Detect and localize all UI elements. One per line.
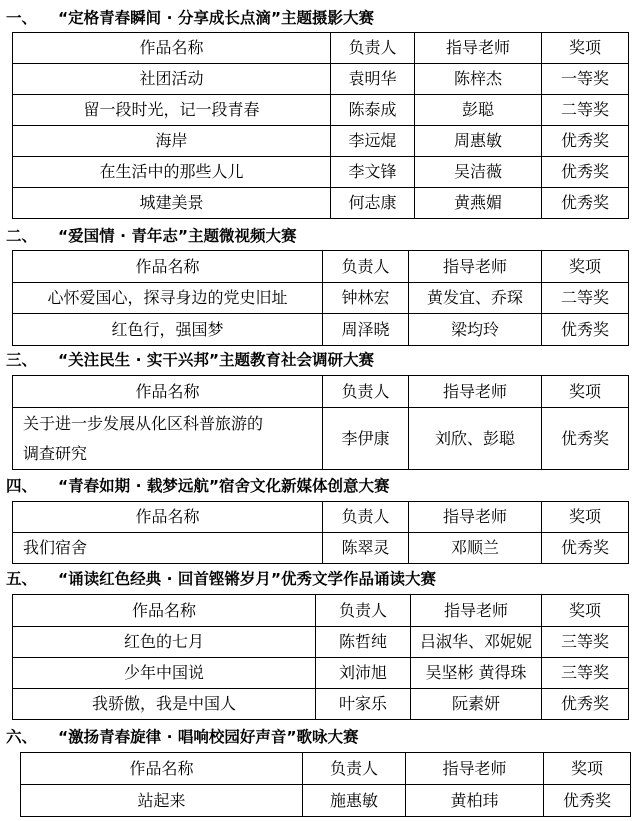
leader-name: 刘沛旭: [316, 658, 411, 689]
table-header-row: [21, 753, 631, 785]
leader-name: 袁明华: [331, 64, 415, 95]
work-name-line-1: 关于进一步发展从化区科普旅游的: [23, 413, 264, 433]
leader-name: 陈哲纯: [316, 627, 411, 658]
table-row: [13, 64, 629, 95]
section-4-table: [12, 501, 629, 564]
header-leader: 负责人: [323, 502, 409, 533]
header-work: 作品名称: [13, 595, 316, 627]
section-4-heading: [6, 472, 390, 500]
table-row: [13, 283, 629, 314]
award-level: 三等奖: [542, 658, 629, 689]
section-4-number: 四、: [6, 477, 38, 495]
leader-name: 施惠敏: [303, 785, 406, 817]
header-work: 作品名称: [13, 502, 323, 533]
header-award: 奖项: [542, 595, 629, 627]
work-name: 站起来: [21, 785, 303, 817]
teacher-name: 吴洁薇: [415, 157, 542, 188]
leader-name: 钟林宏: [323, 283, 409, 314]
leader-name: 李文锋: [331, 157, 415, 188]
teacher-name: 梁均玲: [409, 314, 542, 346]
table-row: [21, 785, 631, 817]
work-name: 我骄傲，我是中国人: [13, 689, 316, 720]
award-level: 优秀奖: [542, 314, 629, 346]
section-1-number: 一、: [6, 9, 38, 27]
work-name-line-2: 调查研究: [23, 443, 88, 463]
table-header-row: [13, 502, 629, 533]
header-leader: 负责人: [323, 251, 409, 283]
header-teacher: 指导老师: [411, 595, 542, 627]
work-name: 海岸: [13, 126, 331, 157]
table-row: [13, 157, 629, 188]
section-3-table: [12, 375, 629, 470]
work-name: 红色行，强国梦: [13, 314, 323, 346]
award-level: 一等奖: [542, 64, 629, 95]
header-award: 奖项: [542, 251, 629, 283]
work-name: 心怀爱国心，探寻身边的党史旧址: [13, 283, 323, 314]
header-teacher: 指导老师: [409, 251, 542, 283]
award-level: 三等奖: [542, 627, 629, 658]
award-level: 优秀奖: [544, 785, 631, 817]
header-teacher: 指导老师: [409, 502, 542, 533]
header-award: 奖项: [542, 33, 629, 64]
header-leader: 负责人: [316, 595, 411, 627]
section-6-number: 六、: [6, 728, 38, 746]
header-teacher: 指导老师: [406, 753, 544, 785]
section-5-table: [12, 594, 629, 720]
leader-name: 陈翠灵: [323, 533, 409, 564]
award-level: 优秀奖: [542, 408, 629, 470]
leader-name: 叶家乐: [316, 689, 411, 720]
award-level: 优秀奖: [542, 533, 629, 564]
award-level: 优秀奖: [542, 689, 629, 720]
teacher-name: 吴坚彬 黄得珠: [411, 658, 542, 689]
teacher-name: 周惠敏: [415, 126, 542, 157]
teacher-name: 邓顺兰: [409, 533, 542, 564]
work-name: 社团活动: [13, 64, 331, 95]
table-row: [13, 95, 629, 126]
teacher-name: 黄燕媚: [415, 188, 542, 219]
work-name: 在生活中的那些人儿: [13, 157, 331, 188]
table-row: [13, 188, 629, 219]
header-teacher: 指导老师: [409, 376, 542, 408]
header-work: 作品名称: [13, 33, 331, 64]
section-2-number: 二、: [6, 227, 38, 245]
section-5-heading: [6, 565, 436, 593]
header-award: 奖项: [542, 376, 629, 408]
section-4-title: “青春如期 · 载梦远航”宿舍文化新媒体创意大赛: [58, 477, 390, 495]
teacher-name: 吕淑华、邓妮妮: [411, 627, 542, 658]
award-level: 二等奖: [542, 283, 629, 314]
section-2-title: “爱国情 · 青年志”主题微视频大赛: [58, 227, 297, 245]
table-header-row: [13, 251, 629, 283]
teacher-name: 黄柏玮: [406, 785, 544, 817]
teacher-name: 刘欣、彭聪: [409, 408, 542, 470]
table-header-row: [13, 33, 629, 64]
section-3-heading: [6, 346, 374, 374]
table-row: [13, 533, 629, 564]
teacher-name: 黄发宜、乔琛: [409, 283, 542, 314]
header-leader: 负责人: [331, 33, 415, 64]
leader-name: 李伊康: [323, 408, 409, 470]
work-name: 我们宿舍: [13, 533, 323, 564]
table-header-row: [13, 376, 629, 408]
section-6-title: “激扬青春旋律 · 唱响校园好声音”歌咏大赛: [58, 728, 359, 746]
section-5-title: “诵读红色经典 · 回首铿锵岁月”优秀文学作品诵读大赛: [58, 570, 437, 588]
section-3-title: “关注民生 · 实干兴邦”主题教育社会调研大赛: [58, 351, 375, 369]
header-award: 奖项: [544, 753, 631, 785]
table-row: [13, 658, 629, 689]
section-2-table: [12, 250, 629, 346]
table-header-row: [13, 595, 629, 627]
table-row: [13, 126, 629, 157]
leader-name: 陈泰成: [331, 95, 415, 126]
leader-name: 何志康: [331, 188, 415, 219]
header-award: 奖项: [542, 502, 629, 533]
work-name: 红色的七月: [13, 627, 316, 658]
teacher-name: 彭聪: [415, 95, 542, 126]
work-name: 留一段时光，记一段青春: [13, 95, 331, 126]
leader-name: 李远焜: [331, 126, 415, 157]
teacher-name: 陈梓杰: [415, 64, 542, 95]
table-row: [13, 314, 629, 346]
header-leader: 负责人: [323, 376, 409, 408]
award-level: 优秀奖: [542, 188, 629, 219]
table-row: [13, 689, 629, 720]
award-level: 二等奖: [542, 95, 629, 126]
award-level: 优秀奖: [542, 126, 629, 157]
header-teacher: 指导老师: [415, 33, 542, 64]
teacher-name: 阮素妍: [411, 689, 542, 720]
section-6-table: [20, 752, 631, 817]
section-3-number: 三、: [6, 351, 38, 369]
section-1-table: [12, 32, 629, 219]
header-work: 作品名称: [21, 753, 303, 785]
header-work: 作品名称: [13, 376, 323, 408]
work-name: 少年中国说: [13, 658, 316, 689]
table-row: [13, 408, 629, 470]
work-name: 城建美景: [13, 188, 331, 219]
section-5-number: 五、: [6, 570, 38, 588]
table-row: [13, 627, 629, 658]
section-1-title: “定格青春瞬间 · 分享成长点滴”主题摄影大赛: [58, 9, 375, 27]
header-leader: 负责人: [303, 753, 406, 785]
header-work: 作品名称: [13, 251, 323, 283]
section-6-heading: [6, 723, 359, 751]
section-2-heading: [6, 222, 297, 250]
leader-name: 周泽晓: [323, 314, 409, 346]
work-name: [13, 408, 323, 470]
award-level: 优秀奖: [542, 157, 629, 188]
section-1-heading: [6, 4, 374, 32]
